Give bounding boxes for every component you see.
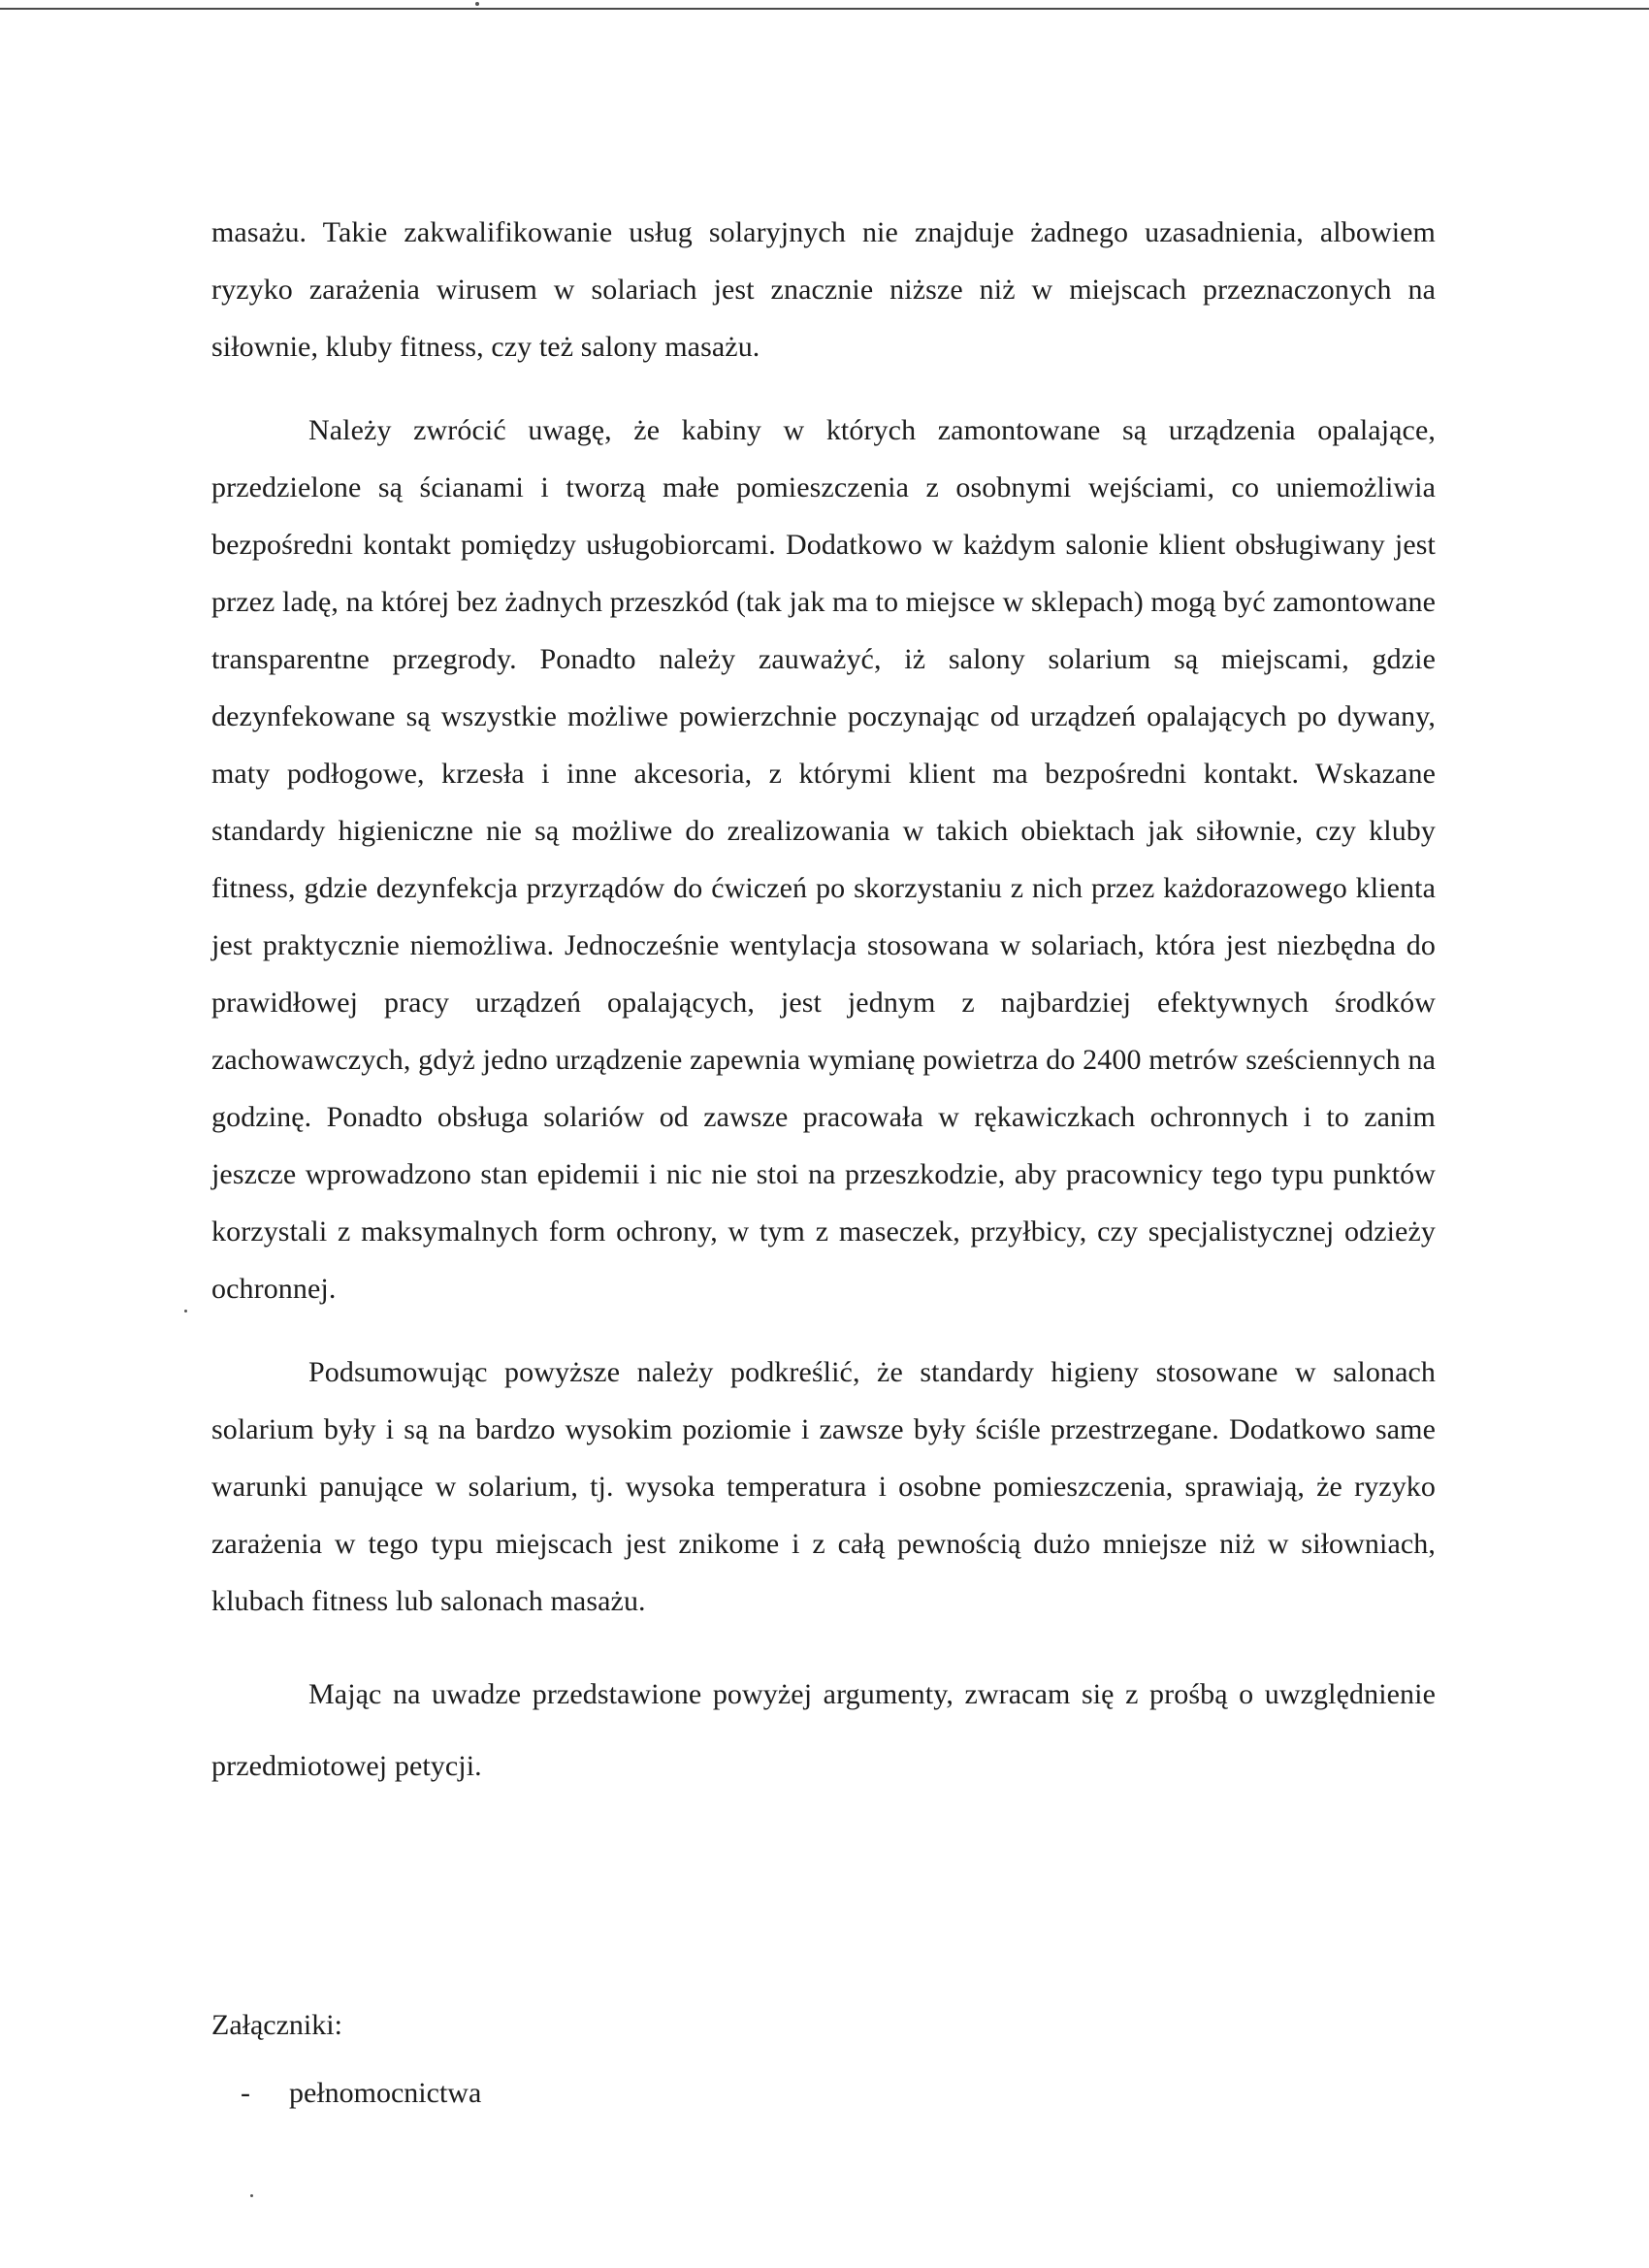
attachments-heading: Załączniki:: [211, 2009, 342, 2041]
scan-speck: [475, 2, 479, 6]
dash-bullet: -: [241, 2077, 250, 2109]
paragraph-request: Mając na uwadze przedstawione powyżej argumenty, zwracam się z prośbą o uwzględnienie przedmiotowej petycji.: [211, 1678, 1436, 1782]
paragraph-hygiene-arguments: Należy zwrócić uwagę, że kabiny w których zamontowane są urządzenia opalające, przedzielone są ścianami i tworzą małe pomieszczenia z osobnymi wejściami, co uniemożliwia bezpośredni kontakt pomiędzy usługobiorcami. Dodatkowo w każdym salonie klient obsługiwany jest przez ladę, na której bez żadnych przeszkód (tak jak ma to miejsce w sklepach) mogą być zamontowane transparentne przegrody. Ponadto należy zauważyć, iż salony solarium są miejscami, gdzie dezynfekowane są wszystkie możliwe powierzchnie poczynając od urządzeń opalających po dywany, maty podłogowe, krzesła i inne akcesoria, z którymi klient ma bezpośredni kontakt. Wskazane standardy higieniczne nie są możliwe do zrealizowania w takich obiektach jak siłownie, czy kluby fitness, gdzie dezynfekcja przyrządów do ćwiczeń po skorzystaniu z nich przez każdorazowego klienta jest praktycznie niemożliwa. Jednocześnie wentylacja stosowana w solariach, która jest niezbędna do prawidłowej pracy urządzeń opalających, jest jednym z najbardziej efektywnych środków zachowawczych, gdyż jedno urządzenie zapewnia wymianę powietrza do 2400 metrów sześciennych na godzinę. Ponadto obsługa solariów od zawsze pracowała w rękawiczkach ochronnych i to zanim jeszcze wprowadzono stan epidemii i nic nie stoi na przeszkodzie, aby pracownicy tego typu punktów korzystali z maksymalnych form ochrony, w tym z maseczek, przyłbicy, czy specjalistycznej odzieży ochronnej.: [211, 414, 1436, 1305]
scan-speck: [184, 1310, 187, 1312]
attachment-item: [211, 2066, 481, 2121]
attachments-section: [211, 1998, 481, 2121]
attachment-label: pełnomocnictwa: [289, 2077, 482, 2109]
paragraph-intro-continuation: masażu. Takie zakwalifikowanie usług solaryjnych nie znajduje żadnego uzasadnienia, albowiem ryzyko zarażenia wirusem w solariach jest znacznie niższe niż w miejscach przeznaczonych na siłownie, kluby fitness, czy też salony masażu.: [211, 216, 1436, 363]
letter-body: [211, 204, 1436, 1802]
paragraph-summary: Podsumowując powyższe należy podkreślić, że standardy higieny stosowane w salonach solarium były i są na bardzo wysokim poziomie i zawsze były ściśle przestrzegane. Dodatkowo same warunki panujące w solarium, tj. wysoka temperatura i osobne pomieszczenia, sprawiają, że ryzyko zarażenia w tego typu miejscach jest znikome i z całą pewnością dużo mniejsze niż w siłowniach, klubach fitness lub salonach masażu.: [211, 1356, 1436, 1617]
scan-speck: [250, 2194, 253, 2197]
scan-top-edge-line: [0, 8, 1649, 10]
